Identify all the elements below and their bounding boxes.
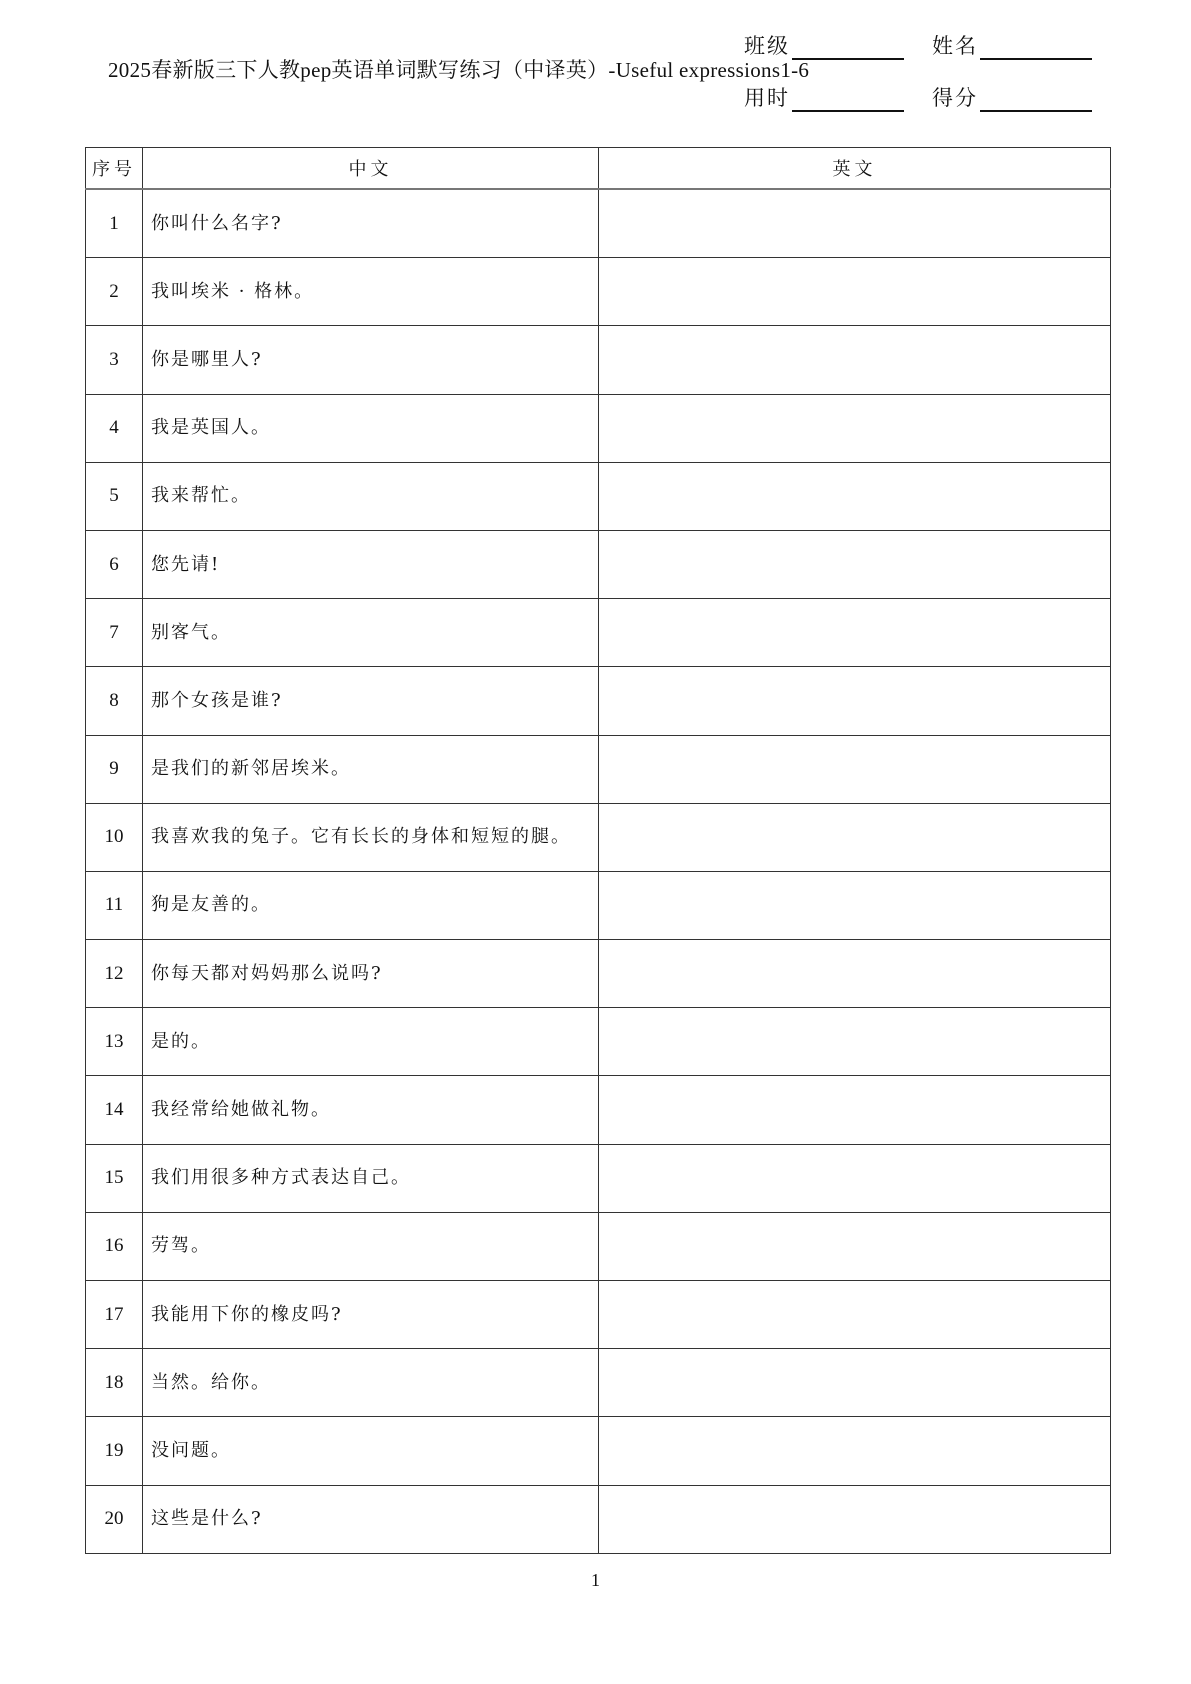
- score-field[interactable]: [932, 82, 1092, 112]
- english-answer-cell[interactable]: [599, 394, 1111, 462]
- english-answer-cell[interactable]: [599, 258, 1111, 326]
- row-number: 4: [86, 394, 143, 462]
- table-row: [86, 940, 1111, 1008]
- english-answer-cell[interactable]: [599, 462, 1111, 530]
- english-answer-cell[interactable]: [599, 1281, 1111, 1349]
- row-number: 3: [86, 326, 143, 394]
- chinese-prompt: 我叫埃米 · 格林。: [143, 258, 599, 326]
- english-answer-cell[interactable]: [599, 1212, 1111, 1280]
- english-answer-cell[interactable]: [599, 599, 1111, 667]
- chinese-prompt: 那个女孩是谁?: [143, 667, 599, 735]
- header-number: 序号: [86, 148, 143, 190]
- time-label: 用时: [744, 86, 790, 110]
- english-answer-cell[interactable]: [599, 871, 1111, 939]
- english-answer-cell[interactable]: [599, 530, 1111, 598]
- table-row: [86, 871, 1111, 939]
- chinese-prompt: 是我们的新邻居埃米。: [143, 735, 599, 803]
- chinese-prompt: 我来帮忙。: [143, 462, 599, 530]
- row-number: 8: [86, 667, 143, 735]
- header-chinese: 中文: [143, 148, 599, 190]
- row-number: 1: [86, 189, 143, 258]
- row-number: 12: [86, 940, 143, 1008]
- chinese-prompt: 你是哪里人?: [143, 326, 599, 394]
- table-row: [86, 735, 1111, 803]
- row-number: 13: [86, 1008, 143, 1076]
- table-row: [86, 258, 1111, 326]
- chinese-prompt: 劳驾。: [143, 1212, 599, 1280]
- row-number: 14: [86, 1076, 143, 1144]
- row-number: 16: [86, 1212, 143, 1280]
- name-field[interactable]: [932, 30, 1092, 60]
- english-answer-cell[interactable]: [599, 1485, 1111, 1553]
- time-field[interactable]: [744, 82, 904, 112]
- chinese-prompt: 当然。给你。: [143, 1349, 599, 1417]
- chinese-prompt: 我喜欢我的兔子。它有长长的身体和短短的腿。: [143, 803, 599, 871]
- name-label: 姓名: [932, 34, 978, 58]
- row-number: 10: [86, 803, 143, 871]
- chinese-prompt: 您先请!: [143, 530, 599, 598]
- row-number: 15: [86, 1144, 143, 1212]
- table-row: [86, 1281, 1111, 1349]
- chinese-prompt: 别客气。: [143, 599, 599, 667]
- row-number: 5: [86, 462, 143, 530]
- chinese-prompt: 我经常给她做礼物。: [143, 1076, 599, 1144]
- worksheet-title: 2025春新版三下人教pep英语单词默写练习（中译英）-Useful expressions1-6: [108, 58, 810, 82]
- english-answer-cell[interactable]: [599, 1076, 1111, 1144]
- chinese-prompt: 你叫什么名字?: [143, 189, 599, 258]
- english-answer-cell[interactable]: [599, 667, 1111, 735]
- chinese-prompt: 我能用下你的橡皮吗?: [143, 1281, 599, 1349]
- chinese-prompt: 是的。: [143, 1008, 599, 1076]
- row-number: 9: [86, 735, 143, 803]
- header-english: 英文: [599, 148, 1111, 190]
- row-number: 18: [86, 1349, 143, 1417]
- table-row: [86, 394, 1111, 462]
- table-row: [86, 189, 1111, 258]
- chinese-prompt: 你每天都对妈妈那么说吗?: [143, 940, 599, 1008]
- page-number: 1: [591, 1570, 600, 1590]
- table-row: [86, 1417, 1111, 1485]
- row-number: 6: [86, 530, 143, 598]
- chinese-prompt: 我们用很多种方式表达自己。: [143, 1144, 599, 1212]
- english-answer-cell[interactable]: [599, 803, 1111, 871]
- name-blank[interactable]: [980, 38, 1092, 60]
- english-answer-cell[interactable]: [599, 1008, 1111, 1076]
- english-answer-cell[interactable]: [599, 189, 1111, 258]
- table-row: [86, 1008, 1111, 1076]
- english-answer-cell[interactable]: [599, 326, 1111, 394]
- english-answer-cell[interactable]: [599, 1144, 1111, 1212]
- table-row: [86, 803, 1111, 871]
- table-header-row: [86, 148, 1111, 190]
- english-answer-cell[interactable]: [599, 1417, 1111, 1485]
- chinese-prompt: 我是英国人。: [143, 394, 599, 462]
- table-row: [86, 667, 1111, 735]
- row-number: 19: [86, 1417, 143, 1485]
- table-row: [86, 462, 1111, 530]
- row-number: 7: [86, 599, 143, 667]
- row-number: 2: [86, 258, 143, 326]
- chinese-prompt: 没问题。: [143, 1417, 599, 1485]
- table-row: [86, 1485, 1111, 1553]
- chinese-prompt: 这些是什么?: [143, 1485, 599, 1553]
- english-answer-cell[interactable]: [599, 1349, 1111, 1417]
- time-blank[interactable]: [792, 90, 904, 112]
- english-answer-cell[interactable]: [599, 940, 1111, 1008]
- table-row: [86, 1212, 1111, 1280]
- dictation-table: [85, 147, 1111, 1554]
- english-answer-cell[interactable]: [599, 735, 1111, 803]
- row-number: 20: [86, 1485, 143, 1553]
- row-number: 17: [86, 1281, 143, 1349]
- table-row: [86, 1349, 1111, 1417]
- score-blank[interactable]: [980, 90, 1092, 112]
- table-row: [86, 530, 1111, 598]
- table-row: [86, 1076, 1111, 1144]
- class-label: 班级: [744, 34, 790, 58]
- table-row: [86, 599, 1111, 667]
- table-row: [86, 1144, 1111, 1212]
- row-number: 11: [86, 871, 143, 939]
- table-row: [86, 326, 1111, 394]
- score-label: 得分: [932, 86, 978, 110]
- chinese-prompt: 狗是友善的。: [143, 871, 599, 939]
